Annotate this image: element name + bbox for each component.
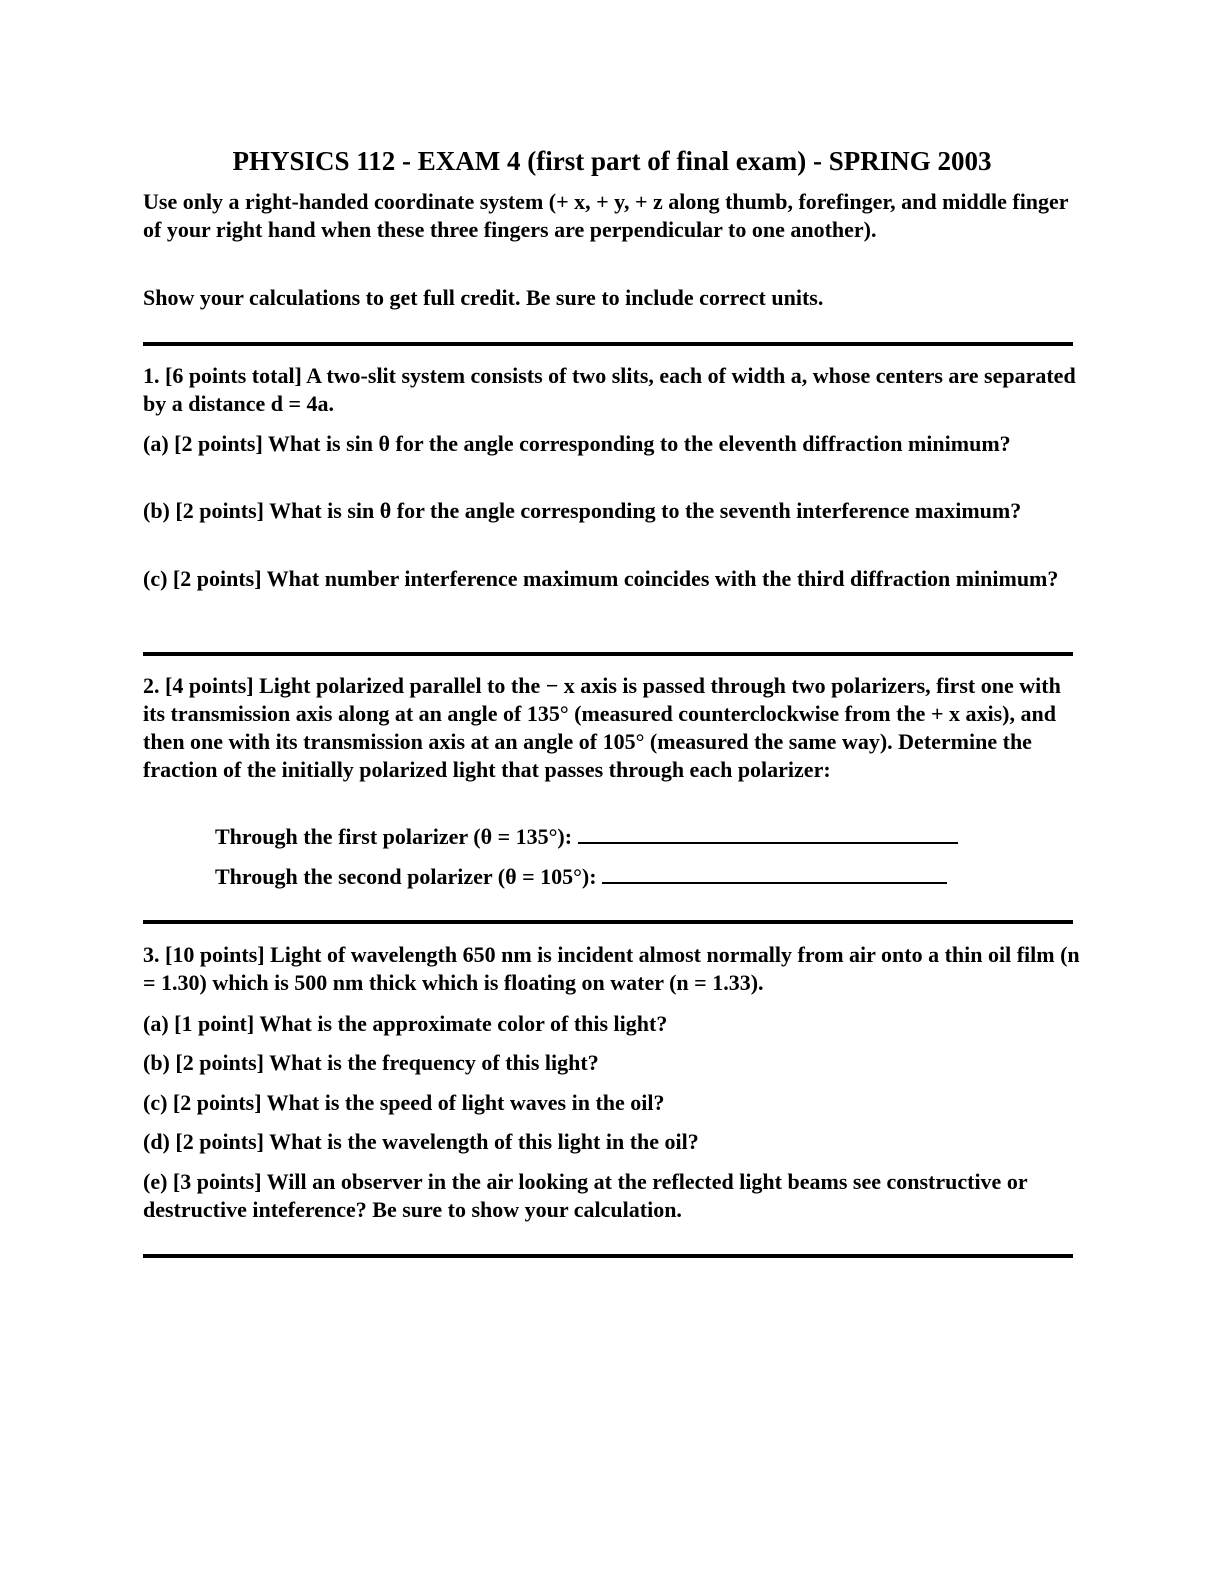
question-3b: (b) [2 points] What is the frequency of this light? [143,1050,599,1075]
section-divider [143,652,1073,656]
first-polarizer-blank[interactable] [578,822,958,844]
section-divider [143,342,1073,346]
section-divider [143,920,1073,924]
question-3e: (e) [3 points] Will an observer in the air looking at the reflected light beams see constructive or destructive inteference? Be sure to show your calculation. [143,1169,1028,1222]
page-title: PHYSICS 112 - EXAM 4 (first part of final exam) - SPRING 2003 [232,146,992,176]
question-3d: (d) [2 points] What is the wavelength of this light in the oil? [143,1129,699,1154]
first-polarizer-answer-line [215,822,958,851]
question-2-stem: 2. [4 points] Light polarized parallel to the − x axis is passed through two polarizers, first one with its transmission axis along at an angle of 135° (measured counterclockwise from the + x axis), and then one with its transmission axis at an angle of 105° (measured the same way). Determine the fraction of the initially polarized light that passes through each polarizer: [143,673,1061,782]
second-polarizer-label: Through the second polarizer (θ = 105°): [215,864,597,889]
question-3c: (c) [2 points] What is the speed of light waves in the oil? [143,1090,665,1115]
question-1b: (b) [2 points] What is sin θ for the angle corresponding to the seventh interference maximum? [143,498,1022,523]
question-1-stem: 1. [6 points total] A two-slit system consists of two slits, each of width a, whose centers are separated by a distance d = 4a. [143,363,1076,416]
first-polarizer-label: Through the first polarizer (θ = 135°): [215,824,573,849]
section-divider [143,1254,1073,1258]
question-3a: (a) [1 point] What is the approximate color of this light? [143,1011,668,1036]
second-polarizer-answer-line [215,862,947,891]
question-1c: (c) [2 points] What number interference maximum coincides with the third diffraction minimum? [143,566,1059,591]
instruction-note: Show your calculations to get full credit. Be sure to include correct units. [143,285,824,310]
coordinate-note: Use only a right-handed coordinate system (+ x, + y, + z along thumb, forefinger, and middle finger of your right hand when these three fingers are perpendicular to one another). [143,189,1069,242]
question-1a: (a) [2 points] What is sin θ for the angle corresponding to the eleventh diffraction minimum? [143,431,1011,456]
second-polarizer-blank[interactable] [602,862,947,884]
question-3-stem: 3. [10 points] Light of wavelength 650 nm is incident almost normally from air onto a thin oil film (n = 1.30) which is 500 nm thick which is floating on water (n = 1.33). [143,942,1080,995]
